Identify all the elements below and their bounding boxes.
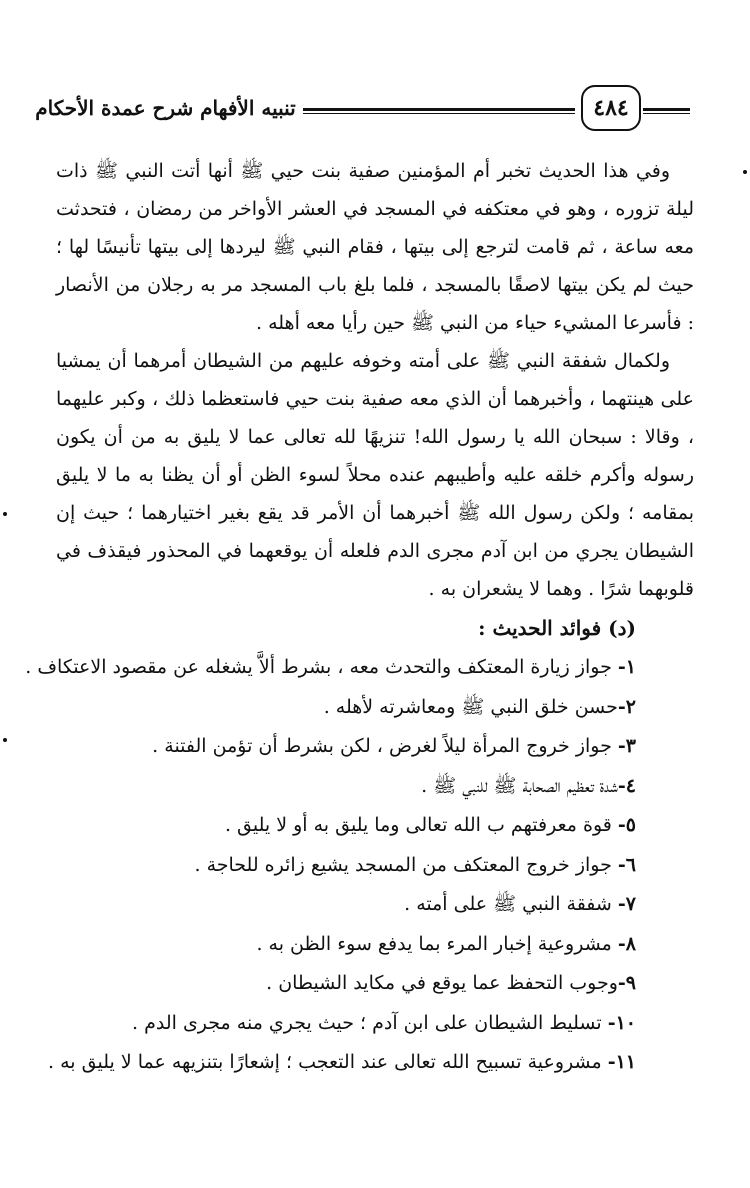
- item-number: ٧-: [617, 893, 636, 915]
- item-text: مشروعية تسبيح الله تعالى عند التعجب ؛ إشعارًا بتنزيهه عما لا يليق به .: [48, 1051, 608, 1073]
- item-number: ١١-: [607, 1051, 636, 1073]
- list-item: [56, 688, 636, 728]
- item-text: مشروعية إخبار المرء بما يدفع سوء الظن به .: [256, 932, 618, 955]
- item-number: ٤-: [617, 774, 636, 797]
- item-number: ١٠-: [607, 1011, 636, 1034]
- item-number: ٥-: [617, 814, 636, 836]
- list-item: [48, 1043, 636, 1083]
- page-header: [28, 82, 690, 142]
- item-number: ٢-: [617, 695, 636, 718]
- item-text: شفقة النبي ﷺ على أمته .: [404, 893, 618, 915]
- item-text: قوة معرفتهم ب الله تعالى وما يليق به أو لا يليق .: [224, 814, 618, 836]
- header-rule-right: [643, 108, 690, 114]
- scan-mark: [3, 512, 7, 516]
- book-title: تنبيه الأفهام شرح عمدة الأحكام: [35, 96, 296, 120]
- benefits-heading: (د) فوائد الحديث :: [478, 616, 636, 640]
- item-number: ٩-: [617, 972, 636, 994]
- scan-mark: [3, 738, 7, 742]
- item-number: ٨-: [617, 932, 636, 955]
- page-body: [25, 152, 694, 1083]
- list-item: [56, 846, 636, 886]
- item-number: ٦-: [617, 853, 636, 876]
- paragraph: وفي هذا الحديث تخبر أم المؤمنين صفية بنت حيي ﷺ أنها أتت النبي ﷺ ذات ليلة تزوره ، وهو في معتكفه في المسجد في العشر الأواخر من رمضان ، فتحدثت معه ساعة ، ثم قامت لترجع إلى بيتها ، فقام النبي ﷺ ليردها إلى بيتها تأنيسًا لها ؛ حيث لم يكن بيتها لاصقًا بالمسجد ، فلما بلغ باب المسجد مر به رجلان من الأنصار : فأسرعا المشيء حياء من النبي ﷺ حين رأيا معه أهله .: [56, 160, 694, 334]
- benefits-list: [25, 648, 694, 1083]
- item-number: ٣-: [617, 735, 636, 757]
- list-item: [56, 885, 636, 925]
- page-number: ٤٨٤: [581, 85, 641, 131]
- item-text: حسن خلق النبي ﷺ ومعاشرته لأهله .: [323, 695, 618, 718]
- list-item: [56, 925, 636, 965]
- list-item: [56, 1004, 636, 1044]
- list-item: [56, 727, 636, 767]
- list-item: [56, 767, 636, 807]
- item-text: جواز خروج المرأة ليلاً لغرض ، لكن بشرط أن تؤمن الفتنة .: [152, 735, 618, 757]
- item-text: تسليط الشيطان على ابن آدم ؛ حيث يجري منه مجرى الدم .: [132, 1011, 608, 1034]
- item-text: وجوب التحفظ عما يوقع في مكايد الشيطان .: [266, 972, 618, 994]
- item-text: شدة تعظيم الصحابة ﷺ للنبي ﷺ .: [421, 774, 618, 797]
- list-item: [56, 964, 636, 1004]
- paragraph: ولكمال شفقة النبي ﷺ على أمته وخوفه عليهم من الشيطان أمرهما أن يمشيا على هينتهما ، وأخبرهما أن الذي معه صفية بنت حيي فاستعظما ذلك ، وكبر عليهما ، وقالا : سبحان الله يا رسول الله! تنزيهًا لله تعالى عما لا يليق به من أن يكون رسوله وأكرم خلقه عليه وأطيبهم عنده محلاً لسوء الظن أو أن يظنا به ما لا يليق بمقامه ؛ ولكن رسول الله ﷺ أخبرهما أن الأمر قد يقع بغير اختيارهما ؛ حيث إن الشيطان يجري من ابن آدم مجرى الدم فلعله أن يوقعهما في المحذور فيقذف في قلوبهما شرًا . وهما لا يشعران به .: [56, 350, 694, 600]
- item-text: جواز خروج المعتكف من المسجد يشيع زائره للحاجة .: [194, 853, 618, 876]
- scan-mark: [743, 170, 747, 174]
- item-number: ١-: [617, 656, 636, 678]
- list-item: [56, 806, 636, 846]
- item-text: جواز زيارة المعتكف والتحدث معه ، بشرط ألاَّ يشغله عن مقصود الاعتكاف .: [25, 656, 618, 678]
- header-rule-left: [303, 108, 575, 114]
- list-item: [25, 648, 636, 688]
